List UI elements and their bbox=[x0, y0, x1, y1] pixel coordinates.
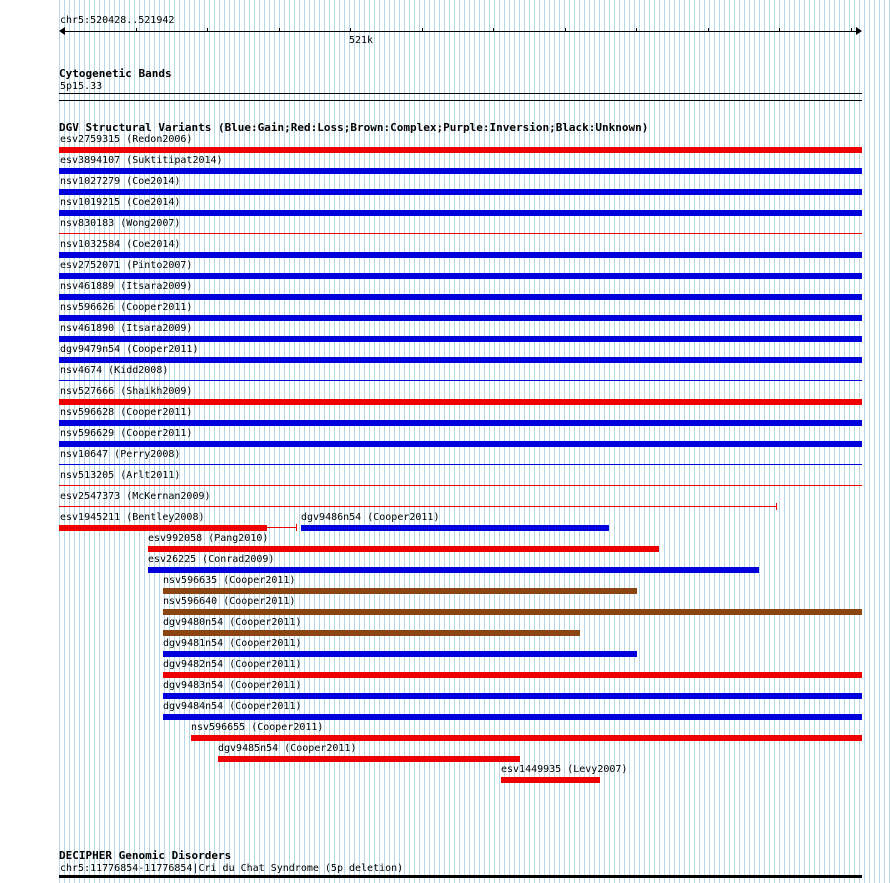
variant-bar[interactable] bbox=[148, 567, 759, 573]
variant-bar[interactable] bbox=[163, 609, 862, 615]
ruler-tick bbox=[565, 28, 566, 32]
ruler-tick bbox=[350, 28, 351, 32]
variant-label[interactable]: dgv9484n54 (Cooper2011) bbox=[163, 701, 302, 712]
left-margin bbox=[0, 0, 59, 883]
ruler-right-arrow-icon bbox=[856, 27, 862, 35]
variant-label[interactable]: dgv9482n54 (Cooper2011) bbox=[163, 659, 302, 670]
ruler-tick bbox=[422, 28, 423, 32]
variant-label[interactable]: nsv461890 (Itsara2009) bbox=[60, 323, 193, 334]
variant-label[interactable]: esv1449935 (Levy2007) bbox=[501, 764, 628, 775]
variant-bar[interactable] bbox=[59, 441, 862, 447]
variant-label[interactable]: nsv1019215 (Coe2014) bbox=[60, 197, 181, 208]
variant-bar[interactable] bbox=[59, 525, 267, 531]
variant-end-tick bbox=[776, 503, 777, 510]
variant-label[interactable]: dgv9481n54 (Cooper2011) bbox=[163, 638, 302, 649]
variant-label[interactable]: nsv596629 (Cooper2011) bbox=[60, 428, 193, 439]
variant-bar[interactable] bbox=[59, 147, 862, 153]
ruler-tick bbox=[207, 28, 208, 32]
variant-label[interactable]: nsv1027279 (Coe2014) bbox=[60, 176, 181, 187]
cytobands-title[interactable]: Cytogenetic Bands bbox=[59, 67, 172, 80]
ruler-tick bbox=[851, 28, 852, 32]
variant-label[interactable]: dgv9483n54 (Cooper2011) bbox=[163, 680, 302, 691]
ruler-tick bbox=[779, 28, 780, 32]
ruler-tick bbox=[279, 28, 280, 32]
variant-line[interactable] bbox=[59, 485, 862, 486]
ruler-mid-label: 521k bbox=[349, 35, 374, 46]
variant-bar[interactable] bbox=[163, 630, 580, 636]
variant-bar[interactable] bbox=[148, 546, 659, 552]
variant-line[interactable] bbox=[59, 506, 777, 507]
variant-bar[interactable] bbox=[501, 777, 600, 783]
variant-label[interactable]: esv2759315 (Redon2006) bbox=[60, 134, 193, 145]
ruler-tick bbox=[708, 28, 709, 32]
variant-label[interactable]: esv2752071 (Pinto2007) bbox=[60, 260, 193, 271]
variant-label[interactable]: nsv596626 (Cooper2011) bbox=[60, 302, 193, 313]
decipher-bar[interactable] bbox=[59, 875, 862, 878]
variant-bar[interactable] bbox=[163, 714, 862, 720]
variant-label[interactable]: nsv1032584 (Coe2014) bbox=[60, 239, 181, 250]
variant-label[interactable]: dgv9479n54 (Cooper2011) bbox=[60, 344, 199, 355]
cytoband-line-top bbox=[59, 93, 862, 94]
ruler-tick bbox=[136, 28, 137, 32]
variant-label[interactable]: nsv527666 (Shaikh2009) bbox=[60, 386, 193, 397]
variant-line[interactable] bbox=[59, 464, 862, 465]
variant-label[interactable]: nsv461889 (Itsara2009) bbox=[60, 281, 193, 292]
variant-bar[interactable] bbox=[163, 693, 862, 699]
variant-label[interactable]: nsv596635 (Cooper2011) bbox=[163, 575, 296, 586]
ruler-axis bbox=[61, 31, 860, 32]
variant-bar[interactable] bbox=[59, 189, 862, 195]
variant-label[interactable]: esv26225 (Conrad2009) bbox=[148, 554, 275, 565]
variant-label[interactable]: dgv9486n54 (Cooper2011) bbox=[301, 512, 440, 523]
ruler-tick bbox=[493, 28, 494, 32]
variant-bar[interactable] bbox=[59, 273, 862, 279]
variant-label[interactable]: nsv10647 (Perry2008) bbox=[60, 449, 181, 460]
variant-label[interactable]: nsv596628 (Cooper2011) bbox=[60, 407, 193, 418]
variant-end-tick bbox=[296, 524, 297, 531]
variant-label[interactable]: nsv513205 (Arlt2011) bbox=[60, 470, 181, 481]
variant-label[interactable]: nsv596640 (Cooper2011) bbox=[163, 596, 296, 607]
variant-label[interactable]: nsv4674 (Kidd2008) bbox=[60, 365, 169, 376]
ruler-position: chr5:520428..521942 bbox=[60, 15, 175, 26]
variant-bar[interactable] bbox=[59, 315, 862, 321]
variant-line[interactable] bbox=[59, 233, 862, 234]
variant-label[interactable]: esv3894107 (Suktitipat2014) bbox=[60, 155, 223, 166]
variant-bar[interactable] bbox=[191, 735, 862, 741]
decipher-item-label[interactable]: chr5:11776854-11776854|Cri du Chat Syndrome (5p deletion) bbox=[60, 863, 404, 874]
variant-bar[interactable] bbox=[218, 756, 520, 762]
variant-bar[interactable] bbox=[59, 357, 862, 363]
cytoband-label[interactable]: 5p15.33 bbox=[60, 81, 103, 92]
variant-bar[interactable] bbox=[163, 651, 637, 657]
variant-label[interactable]: nsv830183 (Wong2007) bbox=[60, 218, 181, 229]
variant-bar[interactable] bbox=[59, 420, 862, 426]
variant-bar[interactable] bbox=[163, 672, 862, 678]
variant-label[interactable]: nsv596655 (Cooper2011) bbox=[191, 722, 324, 733]
variant-bar[interactable] bbox=[59, 336, 862, 342]
variant-bar[interactable] bbox=[59, 294, 862, 300]
dgv-track-title[interactable]: DGV Structural Variants (Blue:Gain;Red:Loss;Brown:Complex;Purple:Inversion;Black:Unknown) bbox=[59, 121, 649, 134]
variant-label[interactable]: dgv9485n54 (Cooper2011) bbox=[218, 743, 357, 754]
variant-bar[interactable] bbox=[163, 588, 637, 594]
variant-label[interactable]: esv2547373 (McKernan2009) bbox=[60, 491, 211, 502]
variant-bar[interactable] bbox=[59, 399, 862, 405]
variant-line[interactable] bbox=[267, 527, 297, 528]
variant-label[interactable]: esv1945211 (Bentley2008) bbox=[60, 512, 205, 523]
cytoband-line-bottom bbox=[59, 100, 862, 101]
variant-bar[interactable] bbox=[301, 525, 609, 531]
variant-bar[interactable] bbox=[59, 210, 862, 216]
variant-bar[interactable] bbox=[59, 168, 862, 174]
variant-label[interactable]: esv992058 (Pang2010) bbox=[148, 533, 269, 544]
variant-label[interactable]: dgv9480n54 (Cooper2011) bbox=[163, 617, 302, 628]
ruler-tick bbox=[64, 28, 65, 32]
variant-line[interactable] bbox=[59, 380, 862, 381]
decipher-track-title[interactable]: DECIPHER Genomic Disorders bbox=[59, 849, 232, 862]
variant-bar[interactable] bbox=[59, 252, 862, 258]
ruler-tick bbox=[636, 28, 637, 32]
